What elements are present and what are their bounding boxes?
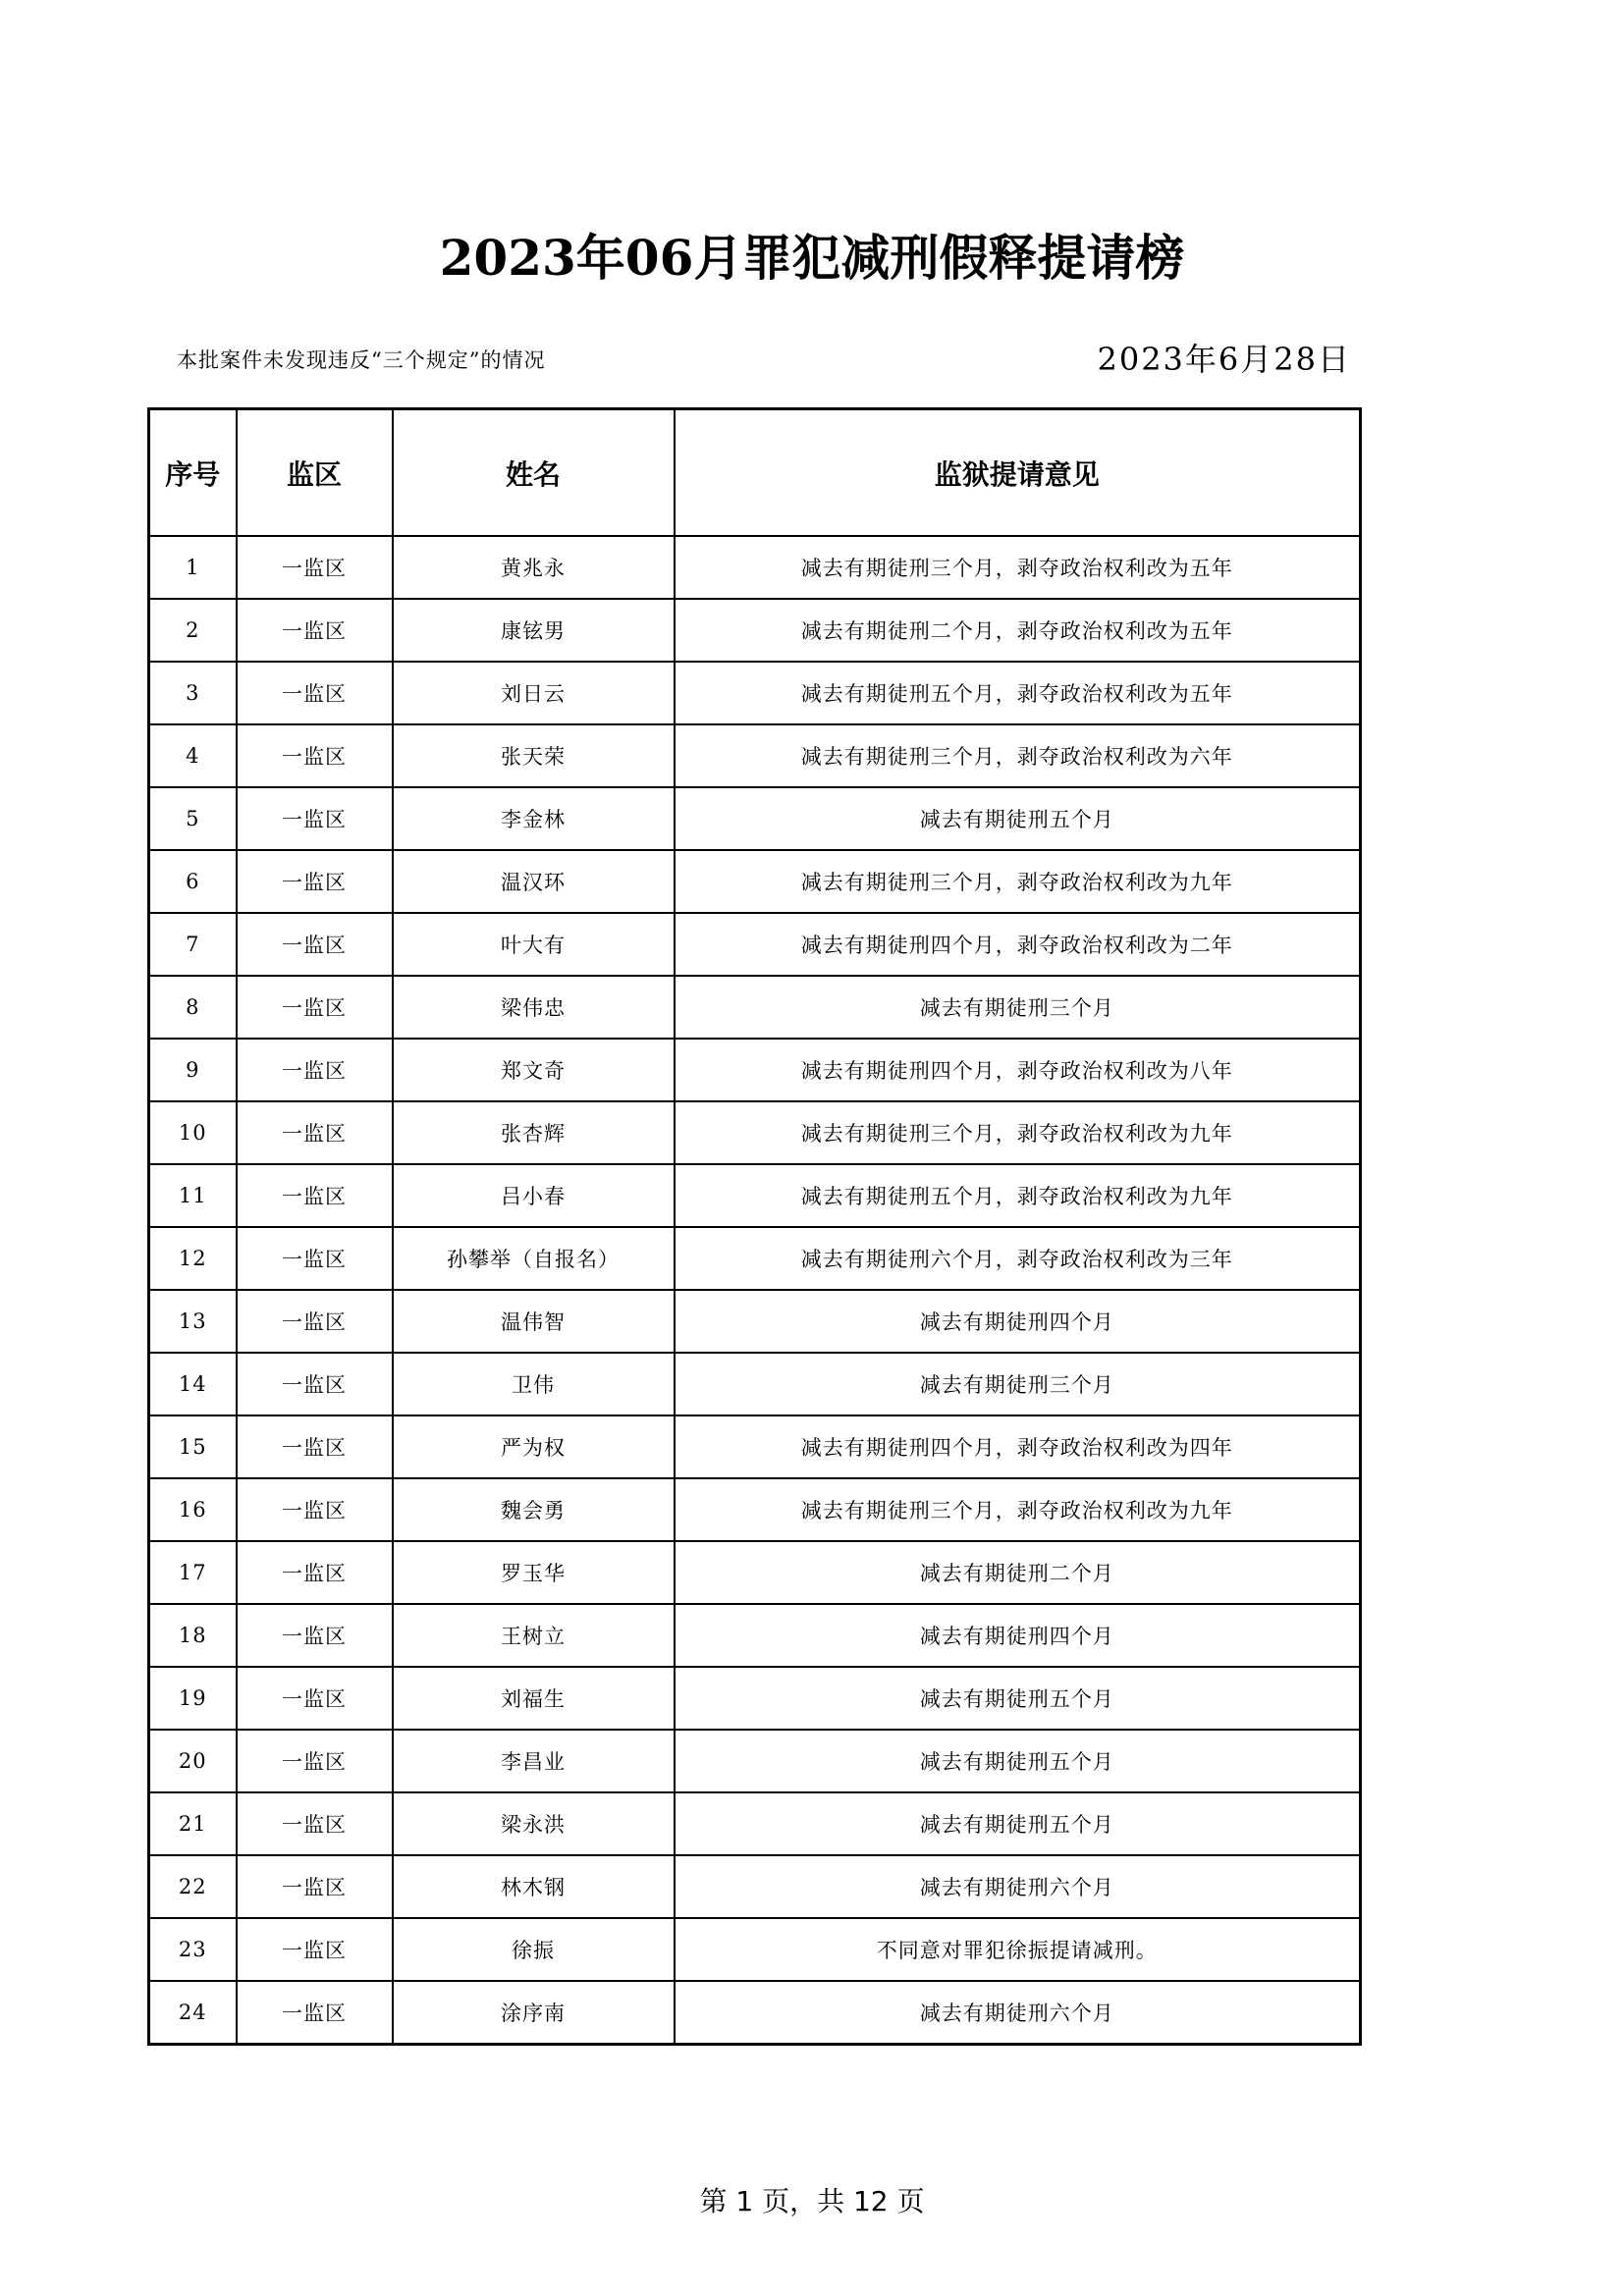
cell-ward: 一监区 (237, 662, 393, 724)
cell-opinion: 减去有期徒刑三个月 (675, 1353, 1361, 1415)
cell-index: 5 (149, 787, 237, 850)
cell-opinion: 减去有期徒刑五个月 (675, 787, 1361, 850)
table-row (149, 1855, 1361, 1918)
cell-ward: 一监区 (237, 1604, 393, 1667)
cell-ward: 一监区 (237, 1730, 393, 1792)
header-opinion: 监狱提请意见 (675, 409, 1361, 537)
cell-name: 刘福生 (393, 1667, 675, 1730)
header-name: 姓名 (393, 409, 675, 537)
cell-opinion: 减去有期徒刑二个月 (675, 1541, 1361, 1604)
cell-name: 温汉环 (393, 850, 675, 913)
cell-name: 魏会勇 (393, 1478, 675, 1541)
cell-name: 徐振 (393, 1918, 675, 1981)
cell-name: 林木钢 (393, 1855, 675, 1918)
cell-opinion: 减去有期徒刑五个月，剥夺政治权利改为五年 (675, 662, 1361, 724)
cell-ward: 一监区 (237, 1792, 393, 1855)
cell-ward: 一监区 (237, 1855, 393, 1918)
table-row (149, 1918, 1361, 1981)
cell-name: 吕小春 (393, 1164, 675, 1227)
cell-opinion: 减去有期徒刑五个月，剥夺政治权利改为九年 (675, 1164, 1361, 1227)
cell-opinion: 不同意对罪犯徐振提请减刑。 (675, 1918, 1361, 1981)
table-row (149, 1667, 1361, 1730)
cell-index: 23 (149, 1918, 237, 1981)
page-title: 2023年06月罪犯减刑假释提请榜 (439, 229, 1185, 287)
table-row (149, 1792, 1361, 1855)
cell-index: 15 (149, 1415, 237, 1478)
table-row (149, 1981, 1361, 2045)
cell-index: 13 (149, 1290, 237, 1353)
cell-index: 22 (149, 1855, 237, 1918)
page-footer: 第 1 页，共 12 页 (699, 2185, 925, 2217)
table-row (149, 662, 1361, 724)
cell-index: 14 (149, 1353, 237, 1415)
cell-ward: 一监区 (237, 1164, 393, 1227)
table-body (149, 536, 1361, 2045)
cell-name: 李金林 (393, 787, 675, 850)
cell-opinion: 减去有期徒刑四个月，剥夺政治权利改为八年 (675, 1039, 1361, 1101)
table-row (149, 1353, 1361, 1415)
cell-opinion: 减去有期徒刑三个月，剥夺政治权利改为九年 (675, 1478, 1361, 1541)
cell-ward: 一监区 (237, 1290, 393, 1353)
cell-index: 19 (149, 1667, 237, 1730)
cell-index: 24 (149, 1981, 237, 2045)
cell-opinion: 减去有期徒刑六个月 (675, 1981, 1361, 2045)
cell-index: 17 (149, 1541, 237, 1604)
table-row (149, 976, 1361, 1039)
table-row (149, 1415, 1361, 1478)
cell-ward: 一监区 (237, 1918, 393, 1981)
table-row (149, 913, 1361, 976)
cell-opinion: 减去有期徒刑四个月 (675, 1290, 1361, 1353)
table-row (149, 1541, 1361, 1604)
table-row (149, 850, 1361, 913)
cell-opinion: 减去有期徒刑六个月 (675, 1855, 1361, 1918)
cell-opinion: 减去有期徒刑五个月 (675, 1730, 1361, 1792)
cell-ward: 一监区 (237, 1981, 393, 2045)
cell-name: 康铉男 (393, 599, 675, 662)
table-row (149, 1730, 1361, 1792)
cell-opinion: 减去有期徒刑三个月，剥夺政治权利改为九年 (675, 1101, 1361, 1164)
table-row (149, 1227, 1361, 1290)
cell-index: 4 (149, 724, 237, 787)
table-header-row (149, 409, 1361, 537)
cell-index: 1 (149, 536, 237, 599)
cell-name: 温伟智 (393, 1290, 675, 1353)
cell-ward: 一监区 (237, 1415, 393, 1478)
cell-ward: 一监区 (237, 976, 393, 1039)
cell-ward: 一监区 (237, 850, 393, 913)
cell-opinion: 减去有期徒刑四个月 (675, 1604, 1361, 1667)
cell-opinion: 减去有期徒刑五个月 (675, 1667, 1361, 1730)
cell-index: 20 (149, 1730, 237, 1792)
cell-index: 16 (149, 1478, 237, 1541)
cell-ward: 一监区 (237, 1478, 393, 1541)
cell-ward: 一监区 (237, 1541, 393, 1604)
table-row (149, 787, 1361, 850)
cell-index: 8 (149, 976, 237, 1039)
cell-name: 郑文奇 (393, 1039, 675, 1101)
cell-index: 9 (149, 1039, 237, 1101)
cell-ward: 一监区 (237, 1353, 393, 1415)
cell-name: 孙攀举（自报名） (393, 1227, 675, 1290)
table-row (149, 599, 1361, 662)
cell-name: 叶大有 (393, 913, 675, 976)
cell-index: 18 (149, 1604, 237, 1667)
cell-name: 梁永洪 (393, 1792, 675, 1855)
cell-name: 李昌业 (393, 1730, 675, 1792)
cell-name: 涂序南 (393, 1981, 675, 2045)
cell-name: 梁伟忠 (393, 976, 675, 1039)
cell-index: 2 (149, 599, 237, 662)
table-row (149, 1101, 1361, 1164)
cell-name: 张天荣 (393, 724, 675, 787)
cell-ward: 一监区 (237, 913, 393, 976)
cell-opinion: 减去有期徒刑三个月 (675, 976, 1361, 1039)
cell-name: 黄兆永 (393, 536, 675, 599)
compliance-note: 本批案件未发现违反“三个规定”的情况 (177, 348, 546, 372)
commutation-table (147, 407, 1362, 2046)
cell-name: 刘日云 (393, 662, 675, 724)
cell-opinion: 减去有期徒刑二个月，剥夺政治权利改为五年 (675, 599, 1361, 662)
cell-name: 罗玉华 (393, 1541, 675, 1604)
table-row (149, 1478, 1361, 1541)
cell-index: 11 (149, 1164, 237, 1227)
cell-index: 10 (149, 1101, 237, 1164)
cell-opinion: 减去有期徒刑四个月，剥夺政治权利改为二年 (675, 913, 1361, 976)
cell-ward: 一监区 (237, 599, 393, 662)
table-row (149, 724, 1361, 787)
table-row (149, 1164, 1361, 1227)
table-row (149, 536, 1361, 599)
cell-opinion: 减去有期徒刑三个月，剥夺政治权利改为六年 (675, 724, 1361, 787)
cell-ward: 一监区 (237, 1039, 393, 1101)
cell-opinion: 减去有期徒刑五个月 (675, 1792, 1361, 1855)
cell-name: 严为权 (393, 1415, 675, 1478)
cell-opinion: 减去有期徒刑四个月，剥夺政治权利改为四年 (675, 1415, 1361, 1478)
cell-opinion: 减去有期徒刑三个月，剥夺政治权利改为五年 (675, 536, 1361, 599)
cell-ward: 一监区 (237, 724, 393, 787)
cell-index: 3 (149, 662, 237, 724)
table-row (149, 1604, 1361, 1667)
cell-ward: 一监区 (237, 787, 393, 850)
cell-index: 6 (149, 850, 237, 913)
cell-index: 21 (149, 1792, 237, 1855)
table-row (149, 1039, 1361, 1101)
cell-index: 7 (149, 913, 237, 976)
header-index: 序号 (149, 409, 237, 537)
cell-ward: 一监区 (237, 1101, 393, 1164)
cell-index: 12 (149, 1227, 237, 1290)
cell-name: 王树立 (393, 1604, 675, 1667)
document-date: 2023年6月28日 (1097, 341, 1351, 378)
cell-name: 张杏辉 (393, 1101, 675, 1164)
cell-name: 卫伟 (393, 1353, 675, 1415)
cell-ward: 一监区 (237, 1667, 393, 1730)
cell-opinion: 减去有期徒刑六个月，剥夺政治权利改为三年 (675, 1227, 1361, 1290)
cell-ward: 一监区 (237, 1227, 393, 1290)
header-ward: 监区 (237, 409, 393, 537)
table-row (149, 1290, 1361, 1353)
cell-opinion: 减去有期徒刑三个月，剥夺政治权利改为九年 (675, 850, 1361, 913)
cell-ward: 一监区 (237, 536, 393, 599)
